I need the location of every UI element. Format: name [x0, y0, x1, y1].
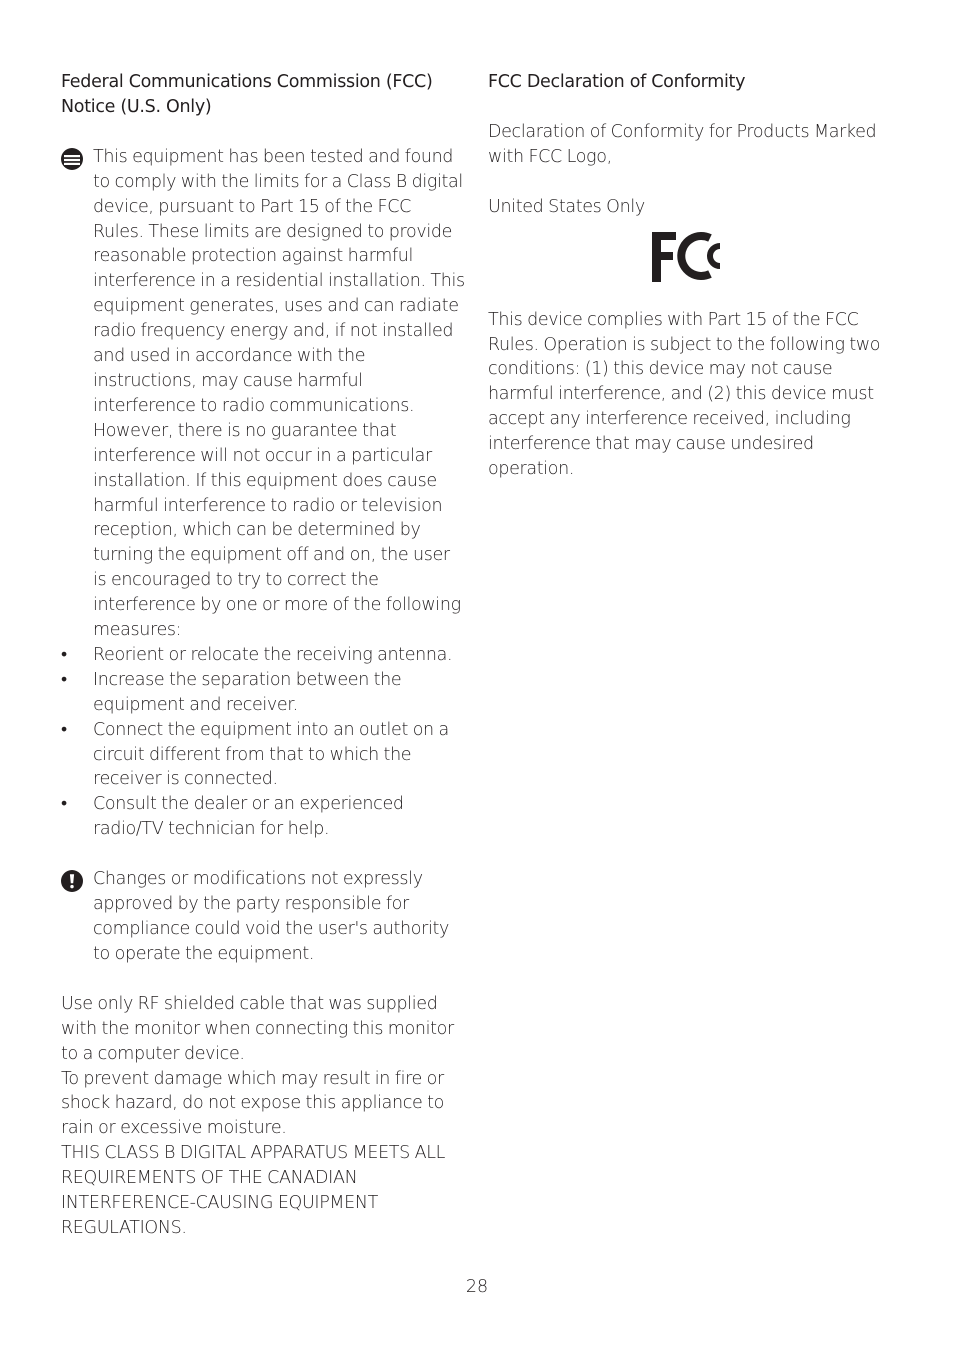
warning-icon: [61, 870, 83, 892]
list-item-text: Increase the separation between the equipment and receiver.: [93, 669, 402, 715]
fcc-note-block: [61, 145, 466, 643]
list-item: [61, 792, 466, 842]
bullet-dot: •: [61, 644, 67, 665]
list-item: [61, 643, 466, 668]
list-item: [61, 718, 466, 793]
fcc-logo-icon: [650, 228, 730, 286]
canada-paragraph: THIS CLASS B DIGITAL APPARATUS MEETS ALL REQUIREMENTS OF THE CANADIAN INTERFERENCE-CAUSING EQUIPMENT REGULATIONS.: [61, 1143, 446, 1238]
list-item-text: Reorient or relocate the receiving antenna.: [93, 644, 453, 665]
bullet-dot: •: [61, 794, 67, 815]
declaration-text: Declaration of Conformity for Products Marked with FCC Logo,: [488, 121, 877, 167]
fcc-note-text: This equipment has been tested and found to comply with the limits for a Class B digital device, pursuant to Part 15 of the FCC Rules. These limits are designed to provide reasonable protection against harmful interference in a residential installation. This equipment generates, uses and can radiate radio frequency energy and, if not installed and used in accordance with the instructions, may cause harmful interference to radio communications. However, there is no guarantee that interference will not occur in a particular installation. If this equipment does cause harmful interference to radio or television reception, which can be determined by turning the equipment off and on, the user is encouraged to try to correct the interference by one or more of the following measures:: [93, 146, 465, 641]
measures-list: [61, 643, 466, 842]
note-icon: [61, 148, 83, 170]
left-column: [61, 70, 466, 1241]
list-item-text: Consult the dealer or an experienced radio/TV technician for help.: [93, 794, 404, 840]
bullet-dot: •: [61, 669, 67, 690]
list-item-text: Connect the equipment into an outlet on a circuit different from that to which the receiver is connected.: [93, 719, 449, 790]
region-text: United States Only: [488, 196, 645, 217]
compliance-text: This device complies with Part 15 of the FCC Rules. Operation is subject to the following two conditions: (1) this device may not cause harmful interference, and (2) this device must accept any interference received, including interference that may cause undesired operation.: [488, 309, 881, 480]
bullet-dot: •: [61, 719, 67, 740]
right-column: [488, 70, 888, 482]
fcc-declaration-heading: FCC Declaration of Conformity: [488, 72, 746, 92]
cable-paragraph: Use only RF shielded cable that was supplied with the monitor when connecting this monitor to a computer device.: [61, 993, 454, 1064]
warning-block: [61, 867, 466, 967]
warning-text: Changes or modifications not expressly approved by the party responsible for compliance could void the user's authority to operate the equipment.: [93, 869, 450, 964]
fcc-notice-heading: Federal Communications Commission (FCC) Notice (U.S. Only): [61, 72, 433, 117]
list-item: [61, 668, 466, 718]
page-number: 28: [465, 1277, 489, 1297]
damage-paragraph: To prevent damage which may result in fire or shock hazard, do not expose this appliance to rain or excessive moisture.: [61, 1068, 445, 1139]
